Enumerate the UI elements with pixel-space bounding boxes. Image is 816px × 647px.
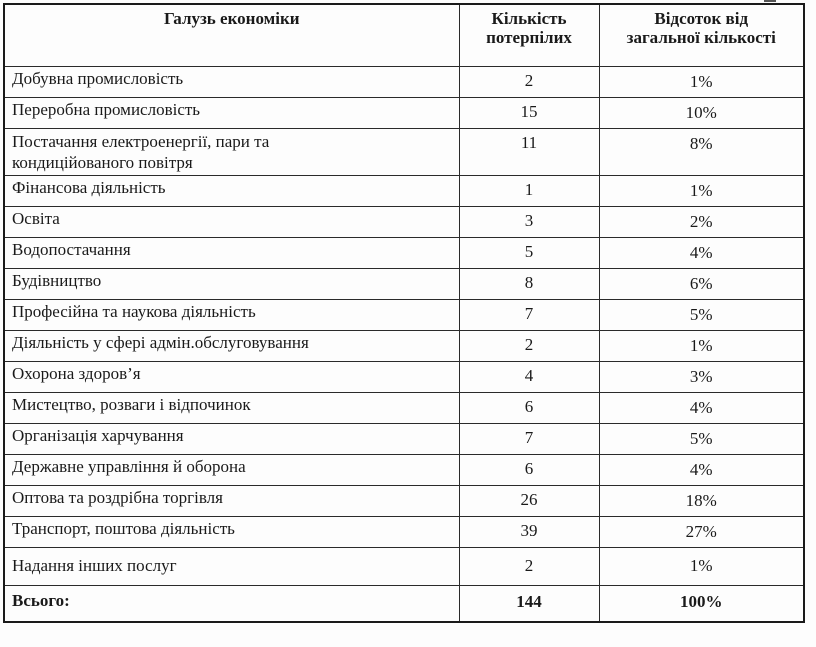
- percent-value: 8%: [599, 129, 804, 176]
- percent-value: 5%: [599, 424, 804, 455]
- victims-count: 6: [459, 455, 599, 486]
- table-row: [4, 98, 804, 129]
- table-row: [4, 207, 804, 238]
- industry-name: Транспорт, поштова діяльність: [4, 517, 459, 548]
- victims-count: 39: [459, 517, 599, 548]
- victims-count: 3: [459, 207, 599, 238]
- table-row: [4, 548, 804, 586]
- industry-name: Водопостачання: [4, 238, 459, 269]
- table-row: [4, 455, 804, 486]
- table-row: [4, 300, 804, 331]
- percent-value: 5%: [599, 300, 804, 331]
- header-industry: Галузь економіки: [4, 4, 459, 67]
- percent-value: 4%: [599, 238, 804, 269]
- victims-count: 15: [459, 98, 599, 129]
- industry-name: Мистецтво, розваги і відпочинок: [4, 393, 459, 424]
- industry-name: Освіта: [4, 207, 459, 238]
- table-row: [4, 424, 804, 455]
- victims-count: 6: [459, 393, 599, 424]
- table-row: [4, 393, 804, 424]
- table-row: [4, 129, 804, 176]
- victims-count: 4: [459, 362, 599, 393]
- percent-value: 2%: [599, 207, 804, 238]
- percent-value: 4%: [599, 393, 804, 424]
- industry-name: Переробна промисловість: [4, 98, 459, 129]
- victims-count: 1: [459, 176, 599, 207]
- victims-count: 2: [459, 331, 599, 362]
- percent-value: 1%: [599, 176, 804, 207]
- victims-count: 2: [459, 548, 599, 586]
- header-victims-count: Кількість потерпілих: [459, 4, 599, 67]
- industry-name: Добувна промисловість: [4, 67, 459, 98]
- victims-count: 26: [459, 486, 599, 517]
- industry-name: Державне управління й оборона: [4, 455, 459, 486]
- industry-name: Надання інших послуг: [4, 548, 459, 586]
- industry-name: Оптова та роздрібна торгівля: [4, 486, 459, 517]
- table-row: [4, 176, 804, 207]
- industry-name: Будівництво: [4, 269, 459, 300]
- victims-count: 11: [459, 129, 599, 176]
- percent-value: 10%: [599, 98, 804, 129]
- percent-value: 1%: [599, 67, 804, 98]
- table-row: [4, 331, 804, 362]
- table-row: [4, 238, 804, 269]
- industry-name: Організація харчування: [4, 424, 459, 455]
- victims-count: 7: [459, 424, 599, 455]
- injuries-by-industry-table: [3, 3, 805, 623]
- total-label: Всього:: [4, 586, 459, 622]
- table-row: [4, 362, 804, 393]
- percent-value: 18%: [599, 486, 804, 517]
- industry-name: Охорона здоров’я: [4, 362, 459, 393]
- total-count: 144: [459, 586, 599, 622]
- percent-value: 6%: [599, 269, 804, 300]
- victims-count: 2: [459, 67, 599, 98]
- total-percent: 100%: [599, 586, 804, 622]
- table-row: [4, 269, 804, 300]
- table-row: [4, 517, 804, 548]
- table-row: [4, 486, 804, 517]
- victims-count: 7: [459, 300, 599, 331]
- victims-count: 5: [459, 238, 599, 269]
- industry-name: Діяльність у сфері адмін.обслуговування: [4, 331, 459, 362]
- percent-value: 27%: [599, 517, 804, 548]
- total-row: [4, 586, 804, 622]
- industry-name: Фінансова діяльність: [4, 176, 459, 207]
- percent-value: 1%: [599, 548, 804, 586]
- victims-count: 8: [459, 269, 599, 300]
- scan-edge-mark: [764, 0, 776, 2]
- percent-value: 1%: [599, 331, 804, 362]
- header-row: [4, 4, 804, 67]
- header-percent-of-total: Відсоток від загальної кількості: [599, 4, 804, 67]
- industry-name: Професійна та наукова діяльність: [4, 300, 459, 331]
- table-row: [4, 67, 804, 98]
- industry-name: Постачання електроенергії, пари та кондиційованого повітря: [4, 129, 459, 176]
- percent-value: 3%: [599, 362, 804, 393]
- percent-value: 4%: [599, 455, 804, 486]
